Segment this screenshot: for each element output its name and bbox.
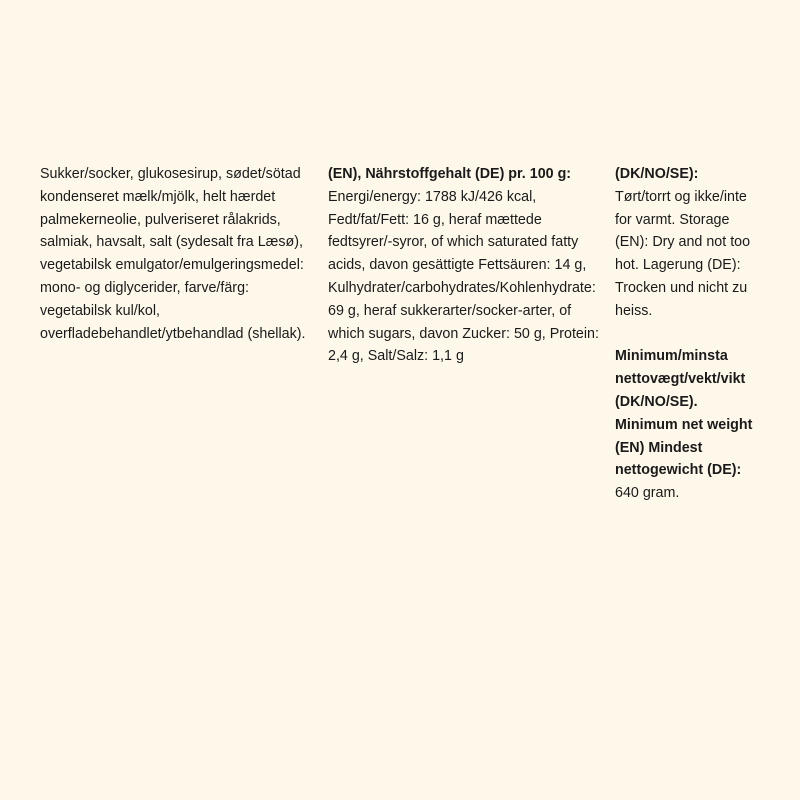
weight-heading-line: (EN) Mindest (615, 439, 703, 456)
storage-line: Trocken und nicht zu (615, 279, 748, 296)
ingredients-line: Sukker/socker, glukosesirup, sødet/sötad (40, 166, 301, 182)
weight-heading-line: nettogewicht (DE): (615, 462, 742, 479)
ingredients-column (40, 163, 305, 345)
ingredients-line: kondenseret mælk/mjölk, helt hærdet (40, 188, 276, 205)
storage-line: heiss. (615, 302, 653, 319)
storage-line: for varmt. Storage (615, 211, 730, 228)
nutrition-line: acids, davon gesättigte Fettsäuren: 14 g, (328, 257, 587, 274)
weight-heading-line: Minimum/minsta (615, 348, 728, 365)
ingredients-line: salmiak, havsalt, salt (sydesalt fra Læsø), (40, 234, 303, 251)
storage-line: (EN): Dry and not too (615, 234, 751, 251)
nutrition-line: 69 g, heraf sukkerarter/socker-arter, of (328, 302, 572, 319)
nutrition-heading: (EN), Nährstoffgehalt (DE) pr. 100 g: (328, 166, 572, 182)
nutrition-line: Energi/energy: 1788 kJ/426 kcal, (328, 188, 537, 205)
storage-weight-column (615, 163, 752, 505)
nutrition-line: which sugars, davon Zucker: 50 g, Protein: (328, 325, 599, 342)
storage-heading: (DK/NO/SE): (615, 166, 699, 182)
storage-line: hot. Lagerung (DE): (615, 257, 741, 274)
weight-heading-line: (DK/NO/SE). (615, 393, 698, 410)
paragraph-spacer (615, 323, 752, 346)
nutrition-line: fedtsyrer/-syror, of which saturated fatty (328, 234, 579, 251)
nutrition-line: Fedt/fat/Fett: 16 g, heraf mættede (328, 211, 542, 228)
ingredients-line: vegetabilsk emulgator/emulgeringsmedel: (40, 257, 304, 274)
storage-line: Tørt/torrt og ikke/inte (615, 188, 747, 205)
ingredients-line: vegetabilsk kul/kol, (40, 302, 160, 319)
net-weight-value: 640 gram. (615, 485, 680, 502)
ingredients-line: palmekerneolie, pulveriseret rålakrids, (40, 211, 281, 228)
ingredients-line: mono- og diglycerider, farve/färg: (40, 279, 249, 296)
weight-heading-line: nettovægt/vekt/vikt (615, 371, 746, 388)
weight-heading-line: Minimum net weight (615, 416, 753, 433)
nutrition-line: 2,4 g, Salt/Salz: 1,1 g (328, 348, 464, 365)
ingredients-line: overfladebehandlet/ytbehandlad (shellak). (40, 325, 306, 342)
nutrition-line: Kulhydrater/carbohydrates/Kohlenhydrate: (328, 279, 596, 296)
nutrition-column (328, 163, 599, 368)
